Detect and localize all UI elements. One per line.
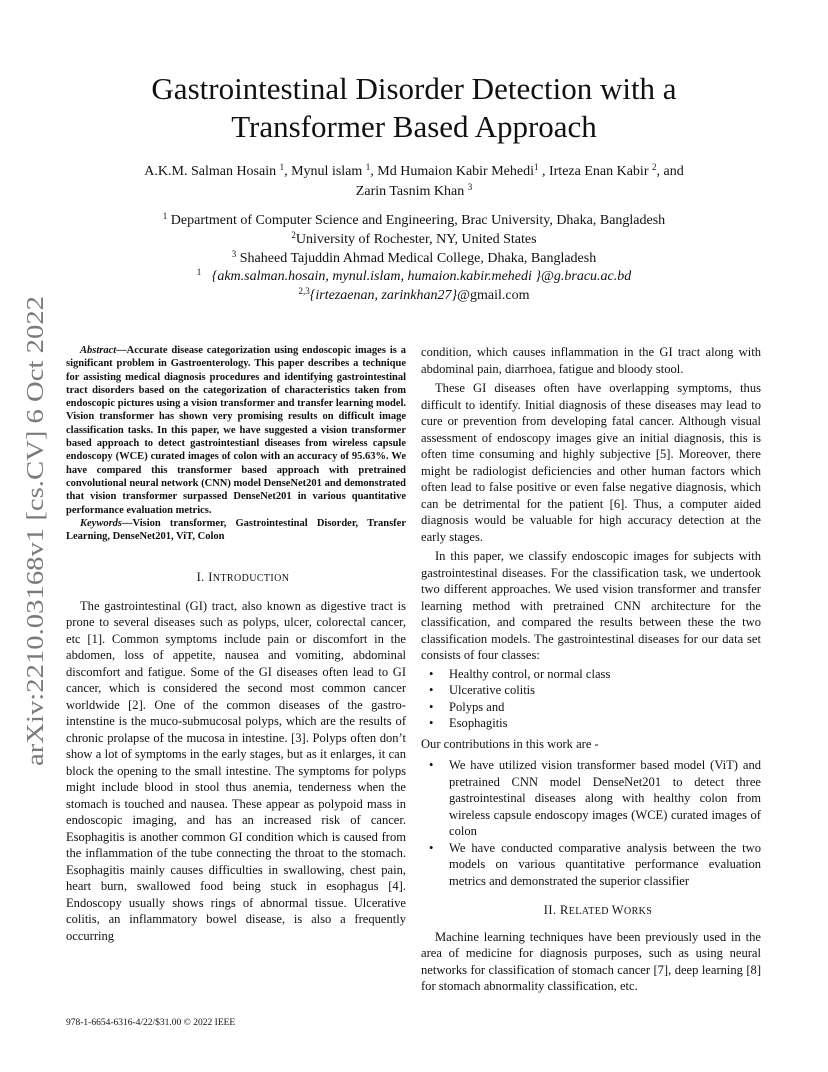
email-names: {akm.salman.hosain, mynul.islam, humaion.kabir.mehedi } — [211, 269, 542, 285]
related-works-paragraph: Machine learning techniques have been previously used in the area of medicine for diagnosis purposes, such as using neural networks for classification of stomach cancer [7], deep learning [8] for stomach abnormality classification, etc. — [421, 929, 761, 993]
section-title-rest: ELATED — [568, 906, 612, 917]
section-heading-introduction — [66, 569, 406, 588]
email-line — [90, 268, 738, 287]
keywords-text: —Vision transformer, Gastrointestinal Disorder, Transfer Learning, DenseNet201, ViT, Colon — [66, 517, 406, 543]
affiliation-text: Department of Computer Science and Engineering, Brac University, Dhaka, Bangladesh — [170, 213, 666, 228]
email-line — [90, 287, 738, 306]
contribution-list — [421, 757, 761, 889]
email-domain: @g.bracu.ac.bd — [541, 269, 632, 285]
affiliation-sup: 1 — [162, 211, 168, 221]
author-sup: 2 — [651, 162, 657, 172]
abstract-label: Abstract — [80, 345, 117, 356]
affiliations — [90, 212, 738, 306]
affiliation-text: Shaheed Tajuddin Ahmad Medical College, Dhaka, Bangladesh — [239, 250, 597, 266]
affiliation-line — [90, 231, 738, 250]
section-title-rest: ORKS — [623, 906, 653, 917]
right-column — [421, 344, 761, 995]
keywords — [66, 517, 406, 544]
author-name: Md Humaion Kabir Mehedi — [377, 164, 534, 179]
list-item: • We have conducted comparative analysis between the two models on various quantitative performance evaluation metrics and demonstrated the superior classifier — [449, 840, 761, 890]
list-item: • Polyps and — [449, 699, 761, 716]
copyright-footer: 978-1-6654-6316-4/22/$31.00 © 2022 IEEE — [66, 1018, 236, 1028]
section-initial: W — [611, 903, 624, 917]
affiliation-sup: 2 — [291, 229, 296, 240]
intro-paragraph: In this paper, we classify endoscopic images for subjects with gastrointestinal diseases. For the classification task, we undertook two different approaches. We used vision transformer and transfer learning method with pretrained CNN architecture for the classification, and compared the results between these the two classification models. The gastrointestinal diseases for our data set consists of four classes: — [421, 549, 761, 662]
section-initial: I — [208, 570, 213, 585]
author-sup: 1 — [533, 162, 539, 172]
affiliation-line — [90, 212, 738, 231]
list-item: • Healthy control, or normal class — [449, 666, 761, 683]
author-name: Irteza Enan Kabir — [548, 164, 652, 179]
keywords-label: Keywords — [80, 517, 122, 529]
contributions-intro: Our contributions in this work are - — [421, 736, 599, 751]
author-list: A.K.M. Salman Hosain $^1$, Mynul islam $^1$, Md Humaion Kabir Mehedi$^1$ , Irteza Enan Kabir $^2$, and Zarin Tasnim Khan $^3$ — [144, 162, 684, 199]
intro-paragraph: The gastrointestinal (GI) tract, also known as digestive tract is prone to several diseases such as polyps, ulcer, colorectal cancer, etc [1]. Common symptoms include pain or discomfort in the abdomen, loss of appetite, nausea and vomiting, abdominal discomfort and fatigue. Some of the GI diseases often lead to GI cancer, which is considered the second most common cancer worldwide [2]. One of the common diseases of the gastro-intenstine is the muco-submucosal polyps, which are the results of chronic prolapse of the mucosa in intestine. [3]. Polyps often don’t show a lot of symptoms in the early stages, but as it enlarges, it can block the opening to the small intestine. The symptoms for polyps might include blood in stool thus anemia, tenderness when the stomach is touched and nausea. These appear as polypoid mass in endoscopic imaging, and has an increased risk of cancer. Esophagitis is another common GI condition which is caused from the inflammation of the tube connecting the throat to the stomach. Esophagitis mainly causes difficulties in swallowing, chest pain, heart burn, swallowed food being stuck in esophagus [4]. Endoscopy usually shows rings of abnormal tissue. Ulcerative colitis, an inflammatory bowel disease, is also a frequently occurring — [66, 598, 406, 943]
affiliation-text: University of Rochester, NY, United States — [295, 231, 537, 247]
arxiv-stamp-graphic — [16, 296, 52, 766]
abstract-text: —Accurate disease categorization using endoscopic images is a significant problem in Gastroenterology. This paper describes a technique for assisting medical diagnosis procedures and identifying gastrointestinal tract disorders based on the categorization of characteristics taken from endoscopic pictures using a vision transformer and transfer learning model. Vision transformer has shown very promising results on difficult image classification tasks. In this paper, we have suggested a vision transformer based approach to detect gastrointestianl diseases from wireless capsule endoscopy (WCE) curated images of colon with an accuracy of 95.63%. We have compared this transformer based approach with pretrained convolutional neural network (CNN) model DenseNet201 and demonstrated that vision transformer surpassed DenseNet201 in various quantitative performance evaluation metrics. — [66, 345, 406, 516]
arxiv-stamp-text: arXiv:2210.03168v1 [cs.CV] 6 Oct 2022 — [23, 372, 49, 766]
section-number: I. — [196, 570, 209, 585]
email-domain: @gmail.com — [457, 288, 530, 304]
author-name: Mynul islam — [291, 164, 366, 179]
author-sup: 1 — [279, 162, 285, 172]
author-name: A.K.M. Salman Hosain — [144, 164, 280, 179]
arxiv-stamp — [16, 296, 52, 766]
list-item: • Esophagitis — [449, 715, 761, 732]
list-item: • We have utilized vision transformer based model (ViT) and pretrained CNN model DenseNet201 to detect three gastrointestinal diseases along with healthy colon from wireless capsule endoscopy images (WCE) curated images of colon — [449, 757, 761, 840]
author-sup: 3 — [467, 182, 473, 192]
intro-paragraph: These GI diseases often have overlapping symptoms, thus difficult to identify. Initial diagnosis of these diseases may lead to cure or prevention from developing fatal cancer. Although visual assessment of endoscopy images give an initial diagnosis, this is often time consuming and highly subjective [5]. Moreover, there might be radiologist deficiencies and other human factors which often lead to false positive or even false negative diagnosis, which can be detrimental for the patient [6]. Thus, a computer aided diagnosis would be valuable for high accuracy detection at the early stages. — [421, 381, 761, 544]
email-sup: 2,3 — [298, 286, 310, 297]
left-column — [66, 344, 406, 944]
class-list — [421, 666, 761, 732]
author-sup: 1 — [365, 162, 371, 172]
section-initial: R — [559, 903, 569, 917]
section-number: II. — [543, 903, 560, 917]
intro-paragraph-continued: condition, which causes inflammation in the GI tract along with abdominal pain, diarrhoea, fatigue and bloody stool. — [421, 345, 761, 376]
section-heading-related-works — [421, 902, 761, 921]
author-name: Zarin Tasnim Khan — [355, 184, 468, 199]
paper-title — [60, 70, 768, 146]
affiliation-line — [90, 250, 738, 269]
affiliation-sup: 3 — [231, 248, 237, 259]
abstract — [66, 344, 406, 517]
email-sup: 1 — [196, 267, 202, 278]
title-line-1: Gastrointestinal Disorder Detection with a — [151, 71, 677, 106]
title-line-2: Transformer Based Approach — [231, 109, 597, 144]
list-item: • Ulcerative colitis — [449, 682, 761, 699]
email-names: {irtezaenan, zarinkhan27} — [309, 288, 458, 304]
section-title-rest: NTRODUCTION — [212, 573, 290, 585]
